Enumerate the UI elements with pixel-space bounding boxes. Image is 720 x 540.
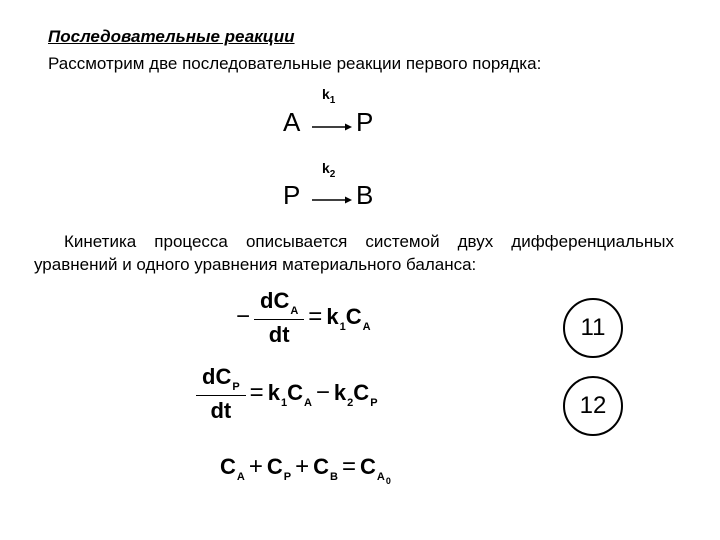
equation-12: $\frac{dC_P}{dt}$ = $k_1C_A - k_2C_P$: [196, 364, 378, 424]
material-balance-equation: $C_A + C_P + C_B = C_{A0}$: [220, 453, 391, 486]
slide-title: Последовательные реакции: [48, 27, 295, 46]
reaction2-product: B: [356, 180, 374, 210]
reaction1-reactant: A: [283, 107, 301, 137]
reaction1-arrow-icon: [311, 122, 353, 132]
equation-number-11: 11: [563, 298, 623, 358]
rate-constant-k1: $k_1$: [322, 86, 336, 106]
reaction1-product: P: [356, 107, 374, 137]
rate-constant-k2: $k_2$: [322, 160, 336, 180]
intro-text: Рассмотрим две последовательные реакции первого порядка:: [48, 54, 542, 73]
reaction2-reactant: P: [283, 180, 301, 210]
equation-11: − $\frac{dC_A}{dt}$ = $k_1C_A$: [236, 288, 371, 347]
kinetics-paragraph: Кинетика процесса описывается системой двух дифференциальных уравнений и одного уравнения материального баланса:: [34, 232, 674, 274]
equation-number-12: 12: [563, 376, 623, 436]
reaction2-arrow-icon: [311, 195, 353, 205]
